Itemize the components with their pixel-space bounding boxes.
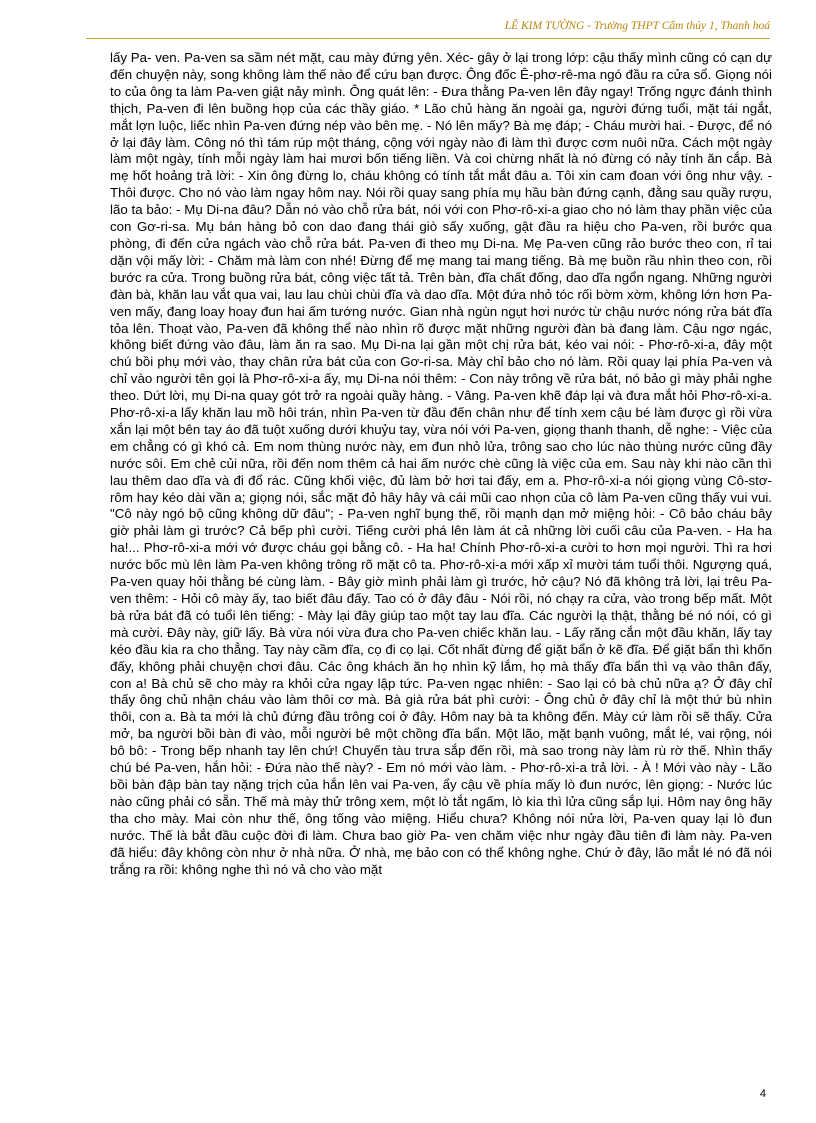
page-header <box>505 20 770 32</box>
page-number: 4 <box>759 1088 766 1100</box>
body-text: lấy Pa- ven. Pa-ven sa sầm nét mặt, cau mày đứng yên. Xéc- gây ở lại trong lớp: cậu thấy mình cũng có cạn dự đến chuyện này, song không làm thế nào để cứu bạn được. Ông đốc Ê-phơ-rê-ma ngó đầu ra cửa sổ. Giọng nói to của ông ta làm Pa-ven giật nảy mình. Ông quát lên: - Đưa thằng Pa-ven lên đây ngay! Trống ngực đánh thình thịch, Pa-ven đi lên buồng họp của các thầy giáo. * Lão chủ hàng ăn ngoài ga, người đứng tuổi, mặt tái ngắt, mắt lợn luộc, liếc nhìn Pa-ven đứng nép vào bên mẹ. - Nó lên mấy? Bà mẹ đáp; - Cháu mười hai. - Được, để nó ở lại đây làm. Công nó thì tám rúp một tháng, cộng với ngày nào đi làm thì được cơm nuôi nữa. Cách một ngày làm một ngày, tính mỗi ngày làm hai mươi bốn tiếng liền. Và coi chừng nhất là nó đừng có nảy tính ăn cắp. Bà mẹ hốt hoảng trả lời: - Xin ông đừng lo, cháu không có tính tắt mắt đâu a. Tôi xin cam đoan với ông như vậy. - Thôi được. Cho nó vào làm ngay hôm nay. Nói rồi quay sang phía mụ hầu bàn đứng cạnh, đằng sau quầy rượu, lão ta bảo: - Mụ Di-na đâu? Dẫn nó vào chỗ rửa bát, nói với con Phơ-rô-xi-a giao cho nó làm thay phần việc của con Gơ-ri-sa. Mụ bán hàng bỏ con dao đang thái giò sấy xuống, gật đầu ra hiệu cho Pa-ven, rồi bước qua phòng, đi đến cửa ngách vào chỗ rửa bát. Pa-ven đi theo mụ Di-na. Mẹ Pa-ven cũng rảo bước theo con, rỉ tai dặn vội mấy lời: - Chăm mà làm con nhé! Đừng để mẹ mang tai mang tiếng. Bà mẹ buồn rầu nhìn theo con, rồi bước ra cửa. Trong buồng rửa bát, công việc tất tả. Trên bàn, đĩa chất đống, dao dĩa ngổn ngang. Những người đàn bà, khăn lau vắt qua vai, lau lau chùi chùi đĩa và dao dĩa. Một đứa nhỏ tóc rối bờm xờm, không lớn hơn Pa- ven mấy, đang loay hoay đun hai ấm tướng nước. Gian nhà ngùn ngụt hơi nước từ chậu nước nóng rửa bát đĩa tỏa lên. Thoạt vào, Pa-ven đã không thể nào nhìn rõ được mặt những người đàn bà đang làm. Cậu ngơ ngác, không biết đứng vào đâu, làm ăn ra sao. Mụ Di-na lại gần một chị rửa bát, kéo vai nói: - Phơ-rô-xi-a, đây một chú bồi phụ mới vào, thay chân rửa bát của con Gơ-ri-sa. Mày chỉ bảo cho nó làm. Rồi quay lại phía Pa-ven và chỉ vào người tên gọi là Phơ-rô-xi-a ấy, mụ Di-na nói thêm: - Con này trông về rửa bát, nó bảo gì mày phải nghe theo. Dứt lời, mụ Di-na quay gót trở ra ngoài quầy hàng. - Vâng. Pa-ven khẽ đáp lại và đưa mắt hỏi Phơ-rô-xi-a. Phơ-rô-xi-a lấy khăn lau mồ hôi trán, nhìn Pa-ven từ đầu đến chân như để tính xem cậu bé làm được gì rồi vừa xắn lại một bên tay áo đã tuột xuống dưới khuỷu tay, vừa nói với Pa-ven, giọng thanh thanh, dễ nghe: - Việc của em chẳng có gì khó cả. Em nom thùng nước này, em đun nhỏ lửa, trông sao cho lúc nào thùng nước cũng đầy nước sôi. Em chẻ củi nữa, rồi đến nom thêm cả hai ấm nước chè cũng là việc của em. Sau này khi nào cần thì lau thêm dao dĩa và đi đổ rác. Cũng khối việc, đủ làm bở hơi tai đấy, em a. Phơ-rô-xi-a nói giọng vùng Cô-stơ-rôm hay kéo dài vần a; giọng nói, sắc mặt đỏ hây hây và cái mũi cao nhọn của cô làm Pa-ven cũng thấy vui vui. "Cô này ngó bộ cũng không dữ đâu"; - Pa-ven nghĩ bụng thế, rồi mạnh dạn mở miệng hỏi: - Cô bảo cháu bây giờ phải làm gì trước? Cả bếp phì cười. Tiếng cười phá lên làm át cả những lời cuối câu của Pa-ven. - Ha ha ha!... Phơ-rô-xi-a mới vớ được cháu gọi bằng cô. - Ha ha! Chính Phơ-rô-xi-a cười to hơn mọi người. Thì ra hơi nước bốc mù lên làm Pa-ven không trông rõ mặt cô ta. Phơ-rô-xi-a mới xấp xỉ mười tám tuổi thôi. Ngượng quá, Pa-ven quay hỏi thằng bé cùng làm. - Bây giờ mình phải làm gì trước, hở cậu? Nó đã không trả lời, lại trêu Pa-ven thêm: - Hỏi cô mày ấy, tao biết đâu đấy. Tao có ở đây đâu - Nói rồi, nó chạy ra cửa, vào trong bếp mất. Một bà rửa bát đã có tuổi lên tiếng: - Mày lại đây giúp tao một tay lau đĩa. Các người lạ thật, thằng bé nó nói, có gì mà cười. Đây này, giữ lấy. Bà vừa nói vừa đưa cho Pa-ven chiếc khăn lau. - Lấy răng cắn một đầu khăn, lấy tay kéo đầu kia ra cho thẳng. Tay này cầm đĩa, cọ đi cọ lại. Cốt nhất đừng để giặt bẩn ở kẽ đĩa. Để giặt bẩn thì khốn đấy, không phải chuyện chơi đâu. Các ông khách ăn họ nhìn kỹ lắm, họ mà thấy đĩa bẩn thì vạ vào thân đấy, con a! Bà chủ sẽ cho mày ra khỏi cửa ngay lập tức. Pa-ven ngạc nhiên: - Sao lại có bà chủ nữa ạ? Ở đây chỉ thấy ông chủ nhận cháu vào làm thôi cơ mà. Bà già rửa bát phì cười: - Ông chủ ở đây chỉ là một thứ bù nhìn thôi, con a. Bà ta mới là chủ đứng đầu trông coi ở đây. Hôm nay bà ta không đến. Mày cứ làm rồi sẽ thấy. Cửa mở, ba người bồi bàn đi vào, mỗi người bê một chồng đĩa bẩn. Một lão, mặt bạnh vuông, mắt lé, vai rộng, nói bô bô: - Trong bếp nhanh tay lên chứ! Chuyến tàu trưa sắp đến rồi, mà sao trong này làm rù rờ thế. Nhìn thấy chú bé Pa-ven, hắn hỏi: - Đứa nào thế này? - Em nó mới vào làm. - Phơ-rô-xi-a trả lời. - À ! Mới vào này - Lão bồi bàn đập bàn tay nặng trịch của hắn lên vai Pa-ven, ẩy cậu về phía mấy lò đun nước, lên giọng: - Nước lúc nào cũng phải có sẵn. Thế mà mày thử trông xem, một lò tắt ngấm, lò kia thì lửa cũng sắp lụi. Hôm nay ông hãy tha cho mày. Mai còn như thế, ông tống vào miệng. Hiểu chưa? Không nói nửa lời, Pa-ven quay lại lò đun nước. Thế là bắt đầu cuộc đời đi làm. Chưa bao giờ Pa- ven chăm việc như ngày đầu tiên đi làm này. Pa-ven đã hiểu: đây không còn như ở nhà nữa. Ở nhà, mẹ bảo con có thể không nghe. Chứ ở đây, lão mắt lé nó đã nói trắng ra rồi: không nghe thì nó vả cho vào mặt <box>110 50 772 877</box>
header-rule <box>86 38 770 39</box>
header-school: - Trường THPT Cẩm thủy 1, Thanh hoá <box>584 20 770 32</box>
header-author: LÊ KIM TƯỜNG <box>504 20 585 32</box>
